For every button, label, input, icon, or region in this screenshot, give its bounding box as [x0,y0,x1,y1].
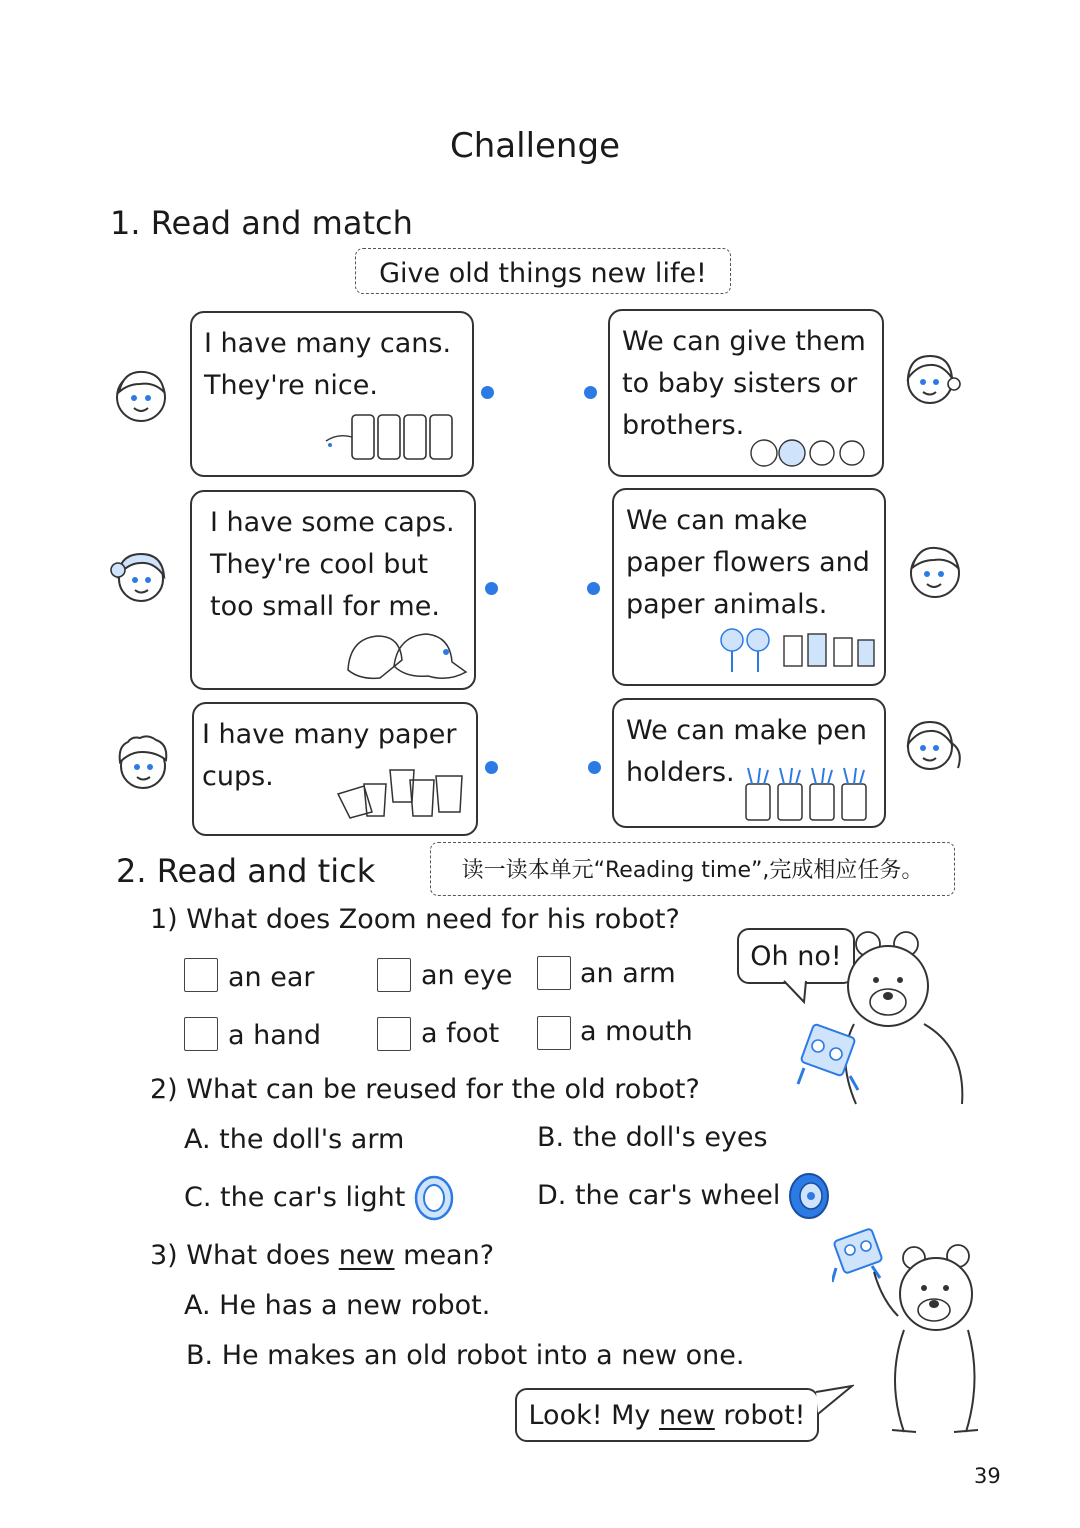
caps-icon [342,626,470,686]
car-wheel-icon [788,1172,830,1220]
bubble-line: paper flowers and [626,547,870,578]
girl-ponytail-face-icon [902,714,964,776]
option-label: an eye [421,960,513,991]
page-number: 39 [974,1464,1001,1488]
checkbox-a-mouth[interactable] [537,1016,571,1050]
question-1: 1) What does Zoom need for his robot? [150,904,680,935]
right-bubble-make-flowers [612,488,886,686]
bear-old-robot-icon [796,928,970,1106]
left-bubble-cans [190,311,474,477]
bubble-line: I have many paper [202,719,457,750]
option-label: a mouth [580,1016,693,1047]
robot-speech-bubble [515,1388,819,1442]
question-3 [150,1240,494,1271]
baby-faces-icon [748,431,872,471]
speech-prefix: Look! My [528,1400,659,1431]
checkbox-an-arm[interactable] [537,956,571,990]
bubble-line: They're nice. [204,370,378,401]
instruction-note: 读一读本单元“Reading time”,完成相应任务。 [430,842,955,896]
banner: Give old things new life! [355,248,731,294]
bubble-line: I have some caps. [210,507,455,538]
option-label: a hand [228,1020,322,1051]
speech-word: new [659,1400,715,1431]
girl-face-icon [110,546,172,608]
bubble-line: paper animals. [626,589,828,620]
boy-face-icon [110,364,172,426]
question-3-suffix: mean? [394,1240,495,1271]
option-b[interactable]: B. the doll's eyes [537,1122,768,1153]
bubble-line: We can make pen [626,715,867,746]
question-3-prefix: 3) What does [150,1240,339,1271]
bubble-line: We can make [626,505,808,536]
match-dot-left-2[interactable] [485,582,498,595]
paper-cups-icon [334,766,466,824]
boy-face-right-icon [904,540,966,602]
page-title: Challenge [450,126,620,166]
bear-speech-bubble: Oh no! [737,928,855,984]
checkbox-an-eye[interactable] [377,958,411,992]
checkbox-a-foot[interactable] [377,1017,411,1051]
q3-option-a[interactable]: A. He has a new robot. [184,1290,491,1321]
section1-heading: 1. Read and match [110,204,413,242]
bubble-line: holders. [626,757,735,788]
section2-heading: 2. Read and tick [116,852,376,890]
match-dot-left-3[interactable] [485,761,498,774]
left-bubble-cups [192,702,478,836]
curly-boy-face-icon [112,732,174,794]
bubble-line: brothers. [622,410,745,441]
bubble-line: to baby sisters or [622,368,858,399]
option-d[interactable]: D. the car's wheel [537,1180,781,1211]
left-bubble-caps [190,490,476,690]
bubble-line: They're cool but [210,549,429,580]
girl-bun-face-icon [900,348,962,410]
cans-icon [324,411,456,463]
question-2: 2) What can be reused for the old robot? [150,1074,700,1105]
match-dot-right-2[interactable] [587,582,600,595]
bubble-line: cups. [202,761,274,792]
speech-suffix: robot! [714,1400,806,1431]
right-bubble-give [608,309,884,477]
option-label: a foot [421,1018,500,1049]
speech-tail-right-icon [814,1384,854,1424]
bubble-line: We can give them [622,326,866,357]
right-bubble-pen-holders [612,698,886,828]
pen-holders-icon [744,766,872,822]
match-dot-right-1[interactable] [584,386,597,399]
car-light-icon [412,1174,456,1222]
q3-option-b[interactable]: B. He makes an old robot into a new one. [186,1340,745,1371]
checkbox-an-ear[interactable] [184,958,218,992]
bear-new-robot-icon [832,1220,982,1440]
question-3-word: new [338,1240,395,1271]
option-a[interactable]: A. the doll's arm [184,1124,405,1155]
match-dot-left-1[interactable] [481,386,494,399]
bubble-line: too small for me. [210,591,440,622]
bubble-line: I have many cans. [204,328,452,359]
match-dot-right-3[interactable] [588,761,601,774]
option-c[interactable]: C. the car's light [184,1182,406,1213]
option-label: an arm [580,958,676,989]
paper-flowers-icon [718,622,878,674]
option-label: an ear [228,962,315,993]
checkbox-a-hand[interactable] [184,1017,218,1051]
